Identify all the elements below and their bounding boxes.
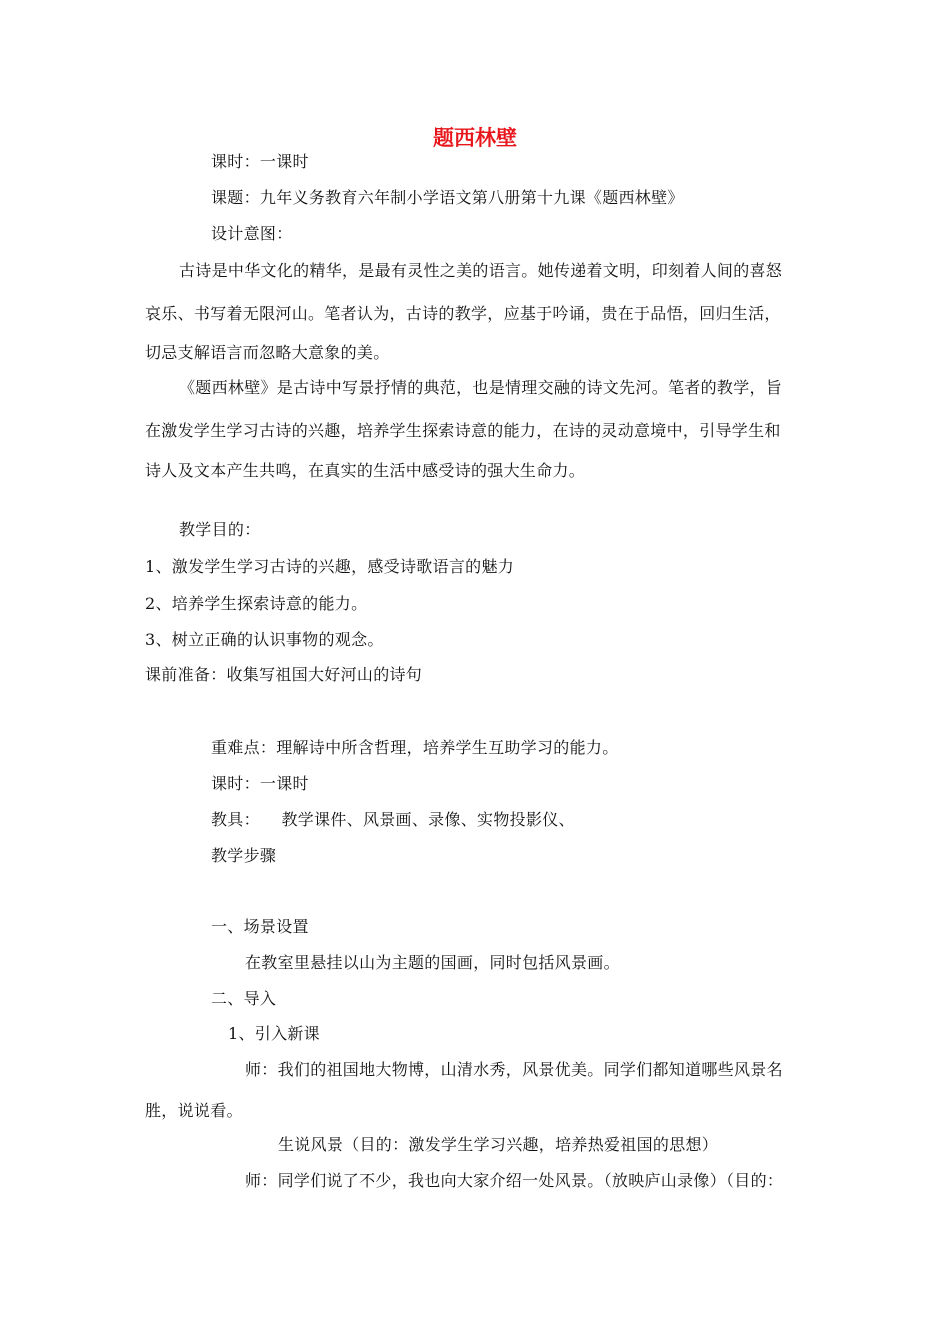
step-sub-1: 1、引入新课 [228, 1024, 320, 1043]
key-points-line: 重难点：理解诗中所含哲理，培养学生互助学习的能力。 [211, 738, 619, 757]
student-line-1: 生说风景（目的：激发学生学习兴趣，培养热爱祖国的思想） [278, 1135, 719, 1154]
header-design-intent: 设计意图： [211, 224, 293, 243]
header-lesson-topic: 课题：九年义务教育六年制小学语文第八册第十九课《题西林壁》 [211, 188, 684, 207]
design-para1-line2: 哀乐、书写着无限河山。笔者认为，古诗的教学，应基于吟诵，贵在于品悟，回归生活， [145, 304, 781, 323]
design-para2-line3: 诗人及文本产生共鸣，在真实的生活中感受诗的强大生命力。 [145, 461, 586, 480]
step-section-1: 一、场景设置 [211, 917, 309, 936]
tools-line: 教具： 教学课件、风景画、录像、实物投影仪、 [211, 810, 575, 829]
step-section-2: 二、导入 [211, 989, 277, 1008]
design-para2-line1: 《题西林壁》是古诗中写景抒情的典范，也是情理交融的诗文先河。笔者的教学，旨 [179, 378, 783, 397]
teacher-line-1a: 师：我们的祖国地大物博，山清水秀，风景优美。同学们都知道哪些风景名 [245, 1060, 783, 1079]
design-para1-line3: 切忌支解语言而忽略大意象的美。 [145, 343, 390, 362]
design-para2-line2: 在激发学生学习古诗的兴趣，培养学生探索诗意的能力，在诗的灵动意境中，引导学生和 [145, 421, 781, 440]
objectives-heading: 教学目的： [179, 520, 261, 539]
objective-item-1: 1、激发学生学习古诗的兴趣，感受诗歌语言的魅力 [145, 557, 515, 576]
details-lesson-time: 课时：一课时 [211, 774, 309, 793]
objective-item-2: 2、培养学生探索诗意的能力。 [145, 594, 368, 613]
header-lesson-time: 课时：一课时 [211, 152, 309, 171]
teacher-line-2: 师：同学们说了不少，我也向大家介绍一处风景。（放映庐山录像）（目的： [245, 1171, 784, 1190]
preparation-line: 课前准备：收集写祖国大好河山的诗句 [145, 665, 423, 684]
teacher-line-1b: 胜，说说看。 [145, 1101, 243, 1120]
steps-heading: 教学步骤 [211, 846, 277, 865]
document-title: 题西林壁 [433, 126, 517, 150]
objective-item-3: 3、树立正确的认识事物的观念。 [145, 630, 384, 649]
design-para1-line1: 古诗是中华文化的精华，是最有灵性之美的语言。她传递着文明，印刻着人间的喜怒 [179, 261, 783, 280]
step-section-1-text: 在教室里悬挂以山为主题的国画，同时包括风景画。 [245, 953, 620, 972]
